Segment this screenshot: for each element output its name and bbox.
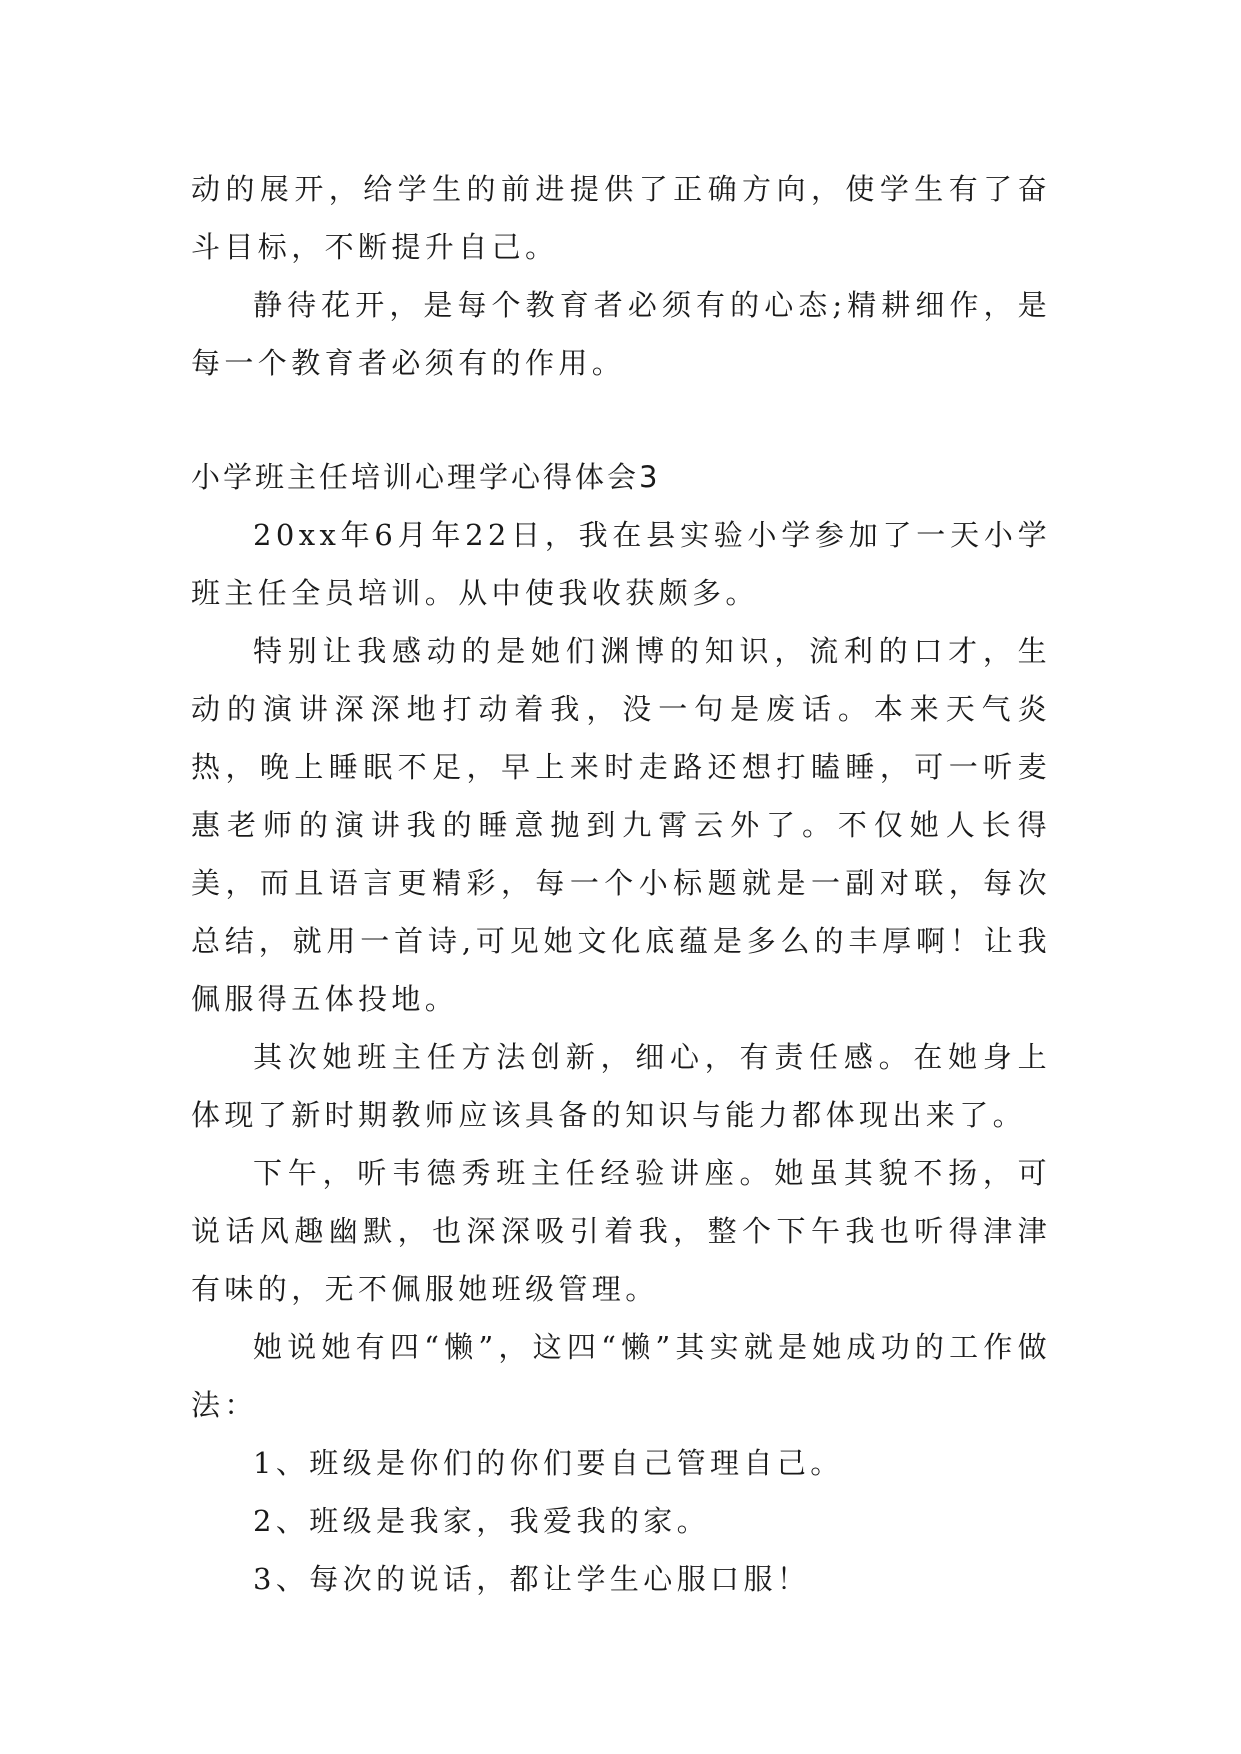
list-item-1: 1、班级是你们的你们要自己管理自己。 (253, 1446, 844, 1480)
paragraph-closing: 静待花开，是每个教育者必须有的心态;精耕细作，是每一个教育者必须有的作用。 (191, 288, 1051, 380)
paragraph-afternoon: 下午，听韦德秀班主任经验讲座。她虽其貌不扬，可说话风趣幽默，也深深吸引着我，整个下午我也听得津津有味的，无不佩服她班级管理。 (191, 1156, 1051, 1306)
section-title: 小学班主任培训心理学心得体会3 (191, 460, 661, 494)
paragraph-methods: 其次她班主任方法创新，细心，有责任感。在她身上体现了新时期教师应该具备的知识与能力都体现出来了。 (191, 1040, 1051, 1132)
paragraph-impression: 特别让我感动的是她们渊博的知识，流利的口才，生动的演讲深深地打动着我，没一句是废话。本来天气炎热，晚上睡眠不足，早上来时走路还想打瞌睡，可一听麦惠老师的演讲我的睡意抛到九霄云外了。不仅她人长得美，而且语言更精彩，每一个小标题就是一副对联，每次总结，就用一首诗,可见她文化底蕴是多么的丰厚啊！让我佩服得五体投地。 (191, 634, 1051, 1016)
paragraph-four-lazy: 她说她有四“懒”，这四“懒”其实就是她成功的工作做法： (191, 1330, 1051, 1422)
document-body (191, 160, 1051, 1608)
paragraph-continuation: 动的展开，给学生的前进提供了正确方向，使学生有了奋斗目标，不断提升自己。 (191, 172, 1051, 264)
paragraph-intro: 20xx年6月年22日，我在县实验小学参加了一天小学班主任全员培训。从中使我收获颇多。 (191, 518, 1051, 610)
list-item-2: 2、班级是我家，我爱我的家。 (253, 1504, 711, 1538)
list-item-3: 3、每次的说话，都让学生心服口服！ (253, 1562, 811, 1596)
